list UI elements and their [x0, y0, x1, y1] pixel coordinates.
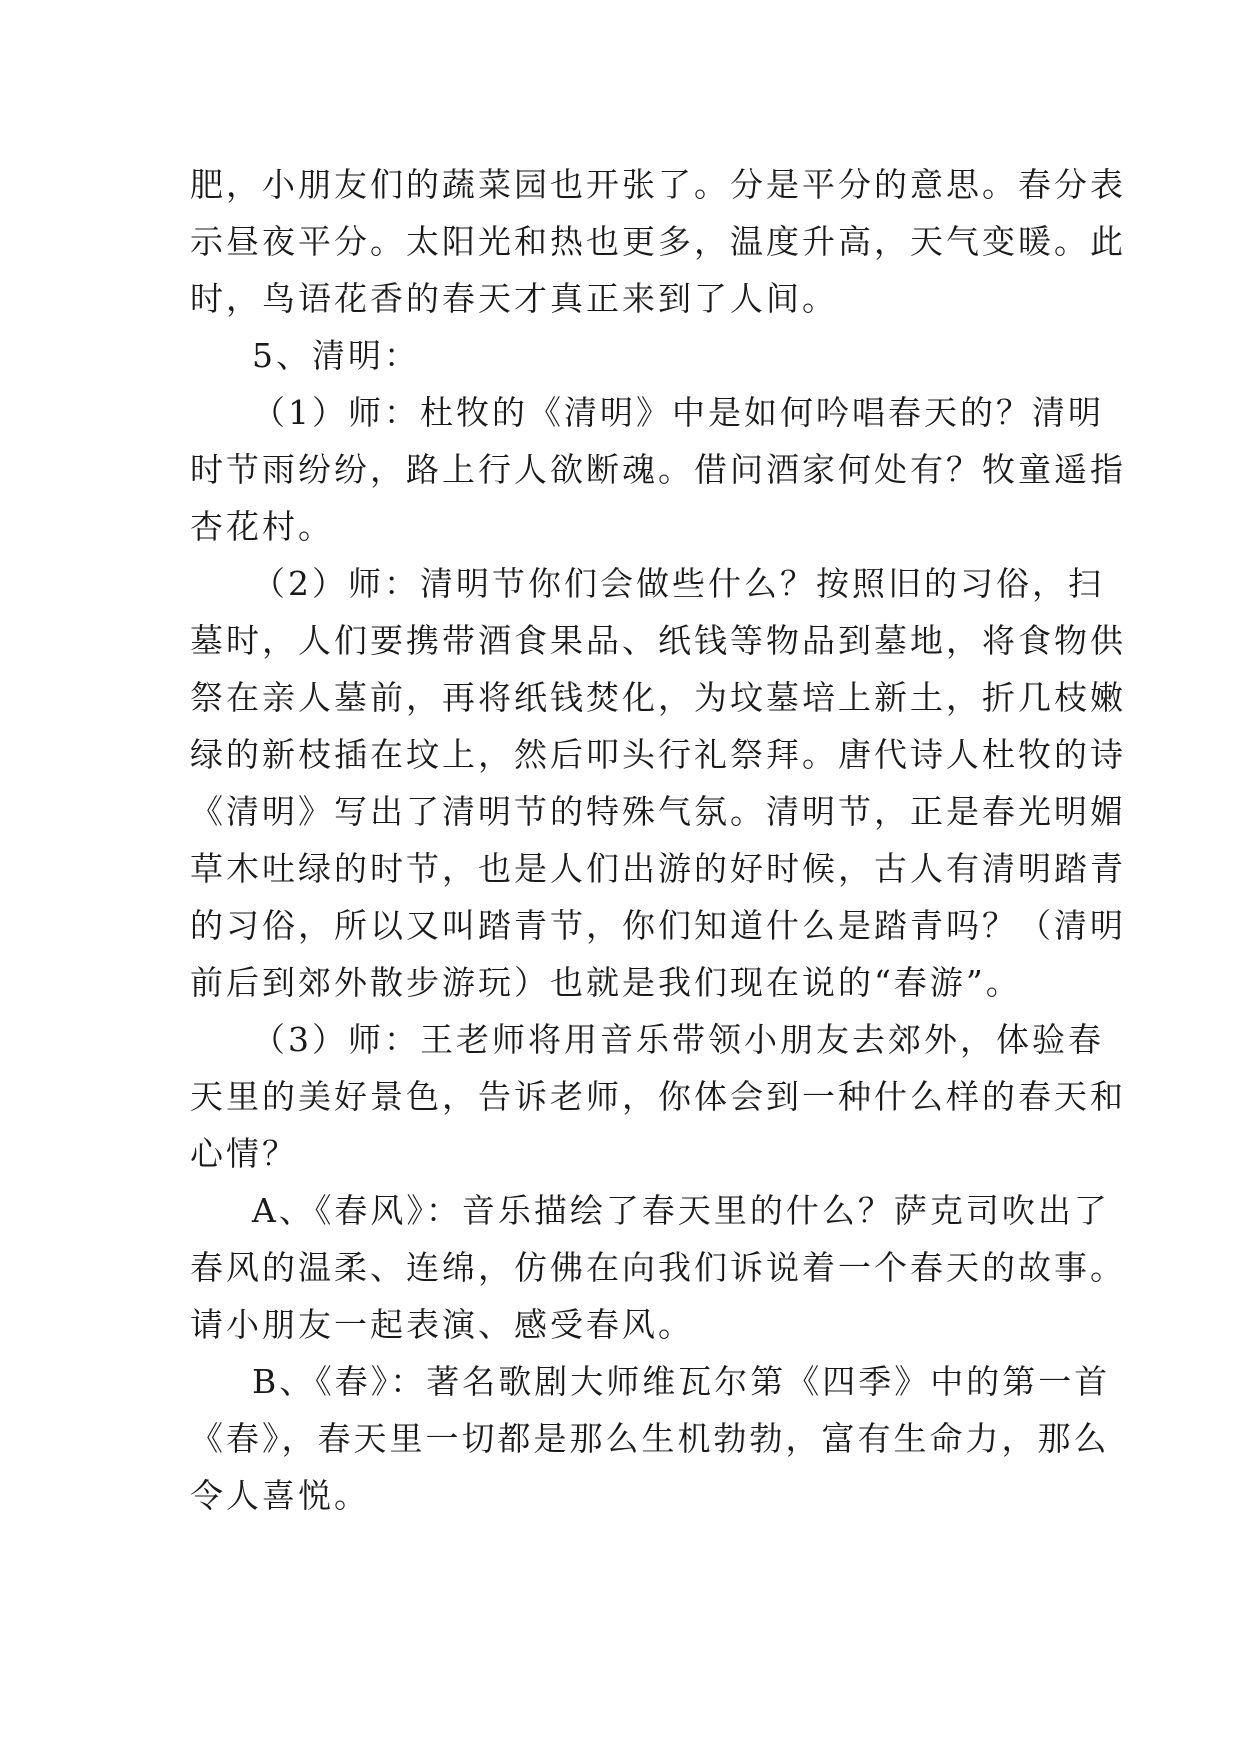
- section-heading: 5、清明：: [252, 336, 420, 375]
- text-line: A、《春风》：音乐描绘了春天里的什么？萨克司吹出了: [252, 1191, 1110, 1230]
- text-line: 天里的美好景色，告诉老师，你体会到一种什么样的春天和: [190, 1077, 1126, 1116]
- text-line: 《清明》写出了清明节的特殊气氛。清明节，正是春光明媚: [190, 792, 1126, 831]
- text-line: 时，鸟语花香的春天才真正来到了人间。: [190, 279, 838, 318]
- text-line: 草木吐绿的时节，也是人们出游的好时候，古人有清明踏青: [190, 849, 1126, 888]
- text-line: （2）师：清明节你们会做些什么？按照旧的习俗，扫: [252, 564, 1104, 603]
- text-line: 肥，小朋友们的蔬菜园也开张了。分是平分的意思。春分表: [190, 165, 1126, 204]
- text-line: 心情？: [190, 1134, 298, 1173]
- text-line: 绿的新枝插在坟上，然后叩头行礼祭拜。唐代诗人杜牧的诗: [190, 735, 1126, 774]
- text-line: 时节雨纷纷，路上行人欲断魂。借问酒家何处有？牧童遥指: [190, 450, 1126, 489]
- text-line: 示昼夜平分。太阳光和热也更多，温度升高，天气变暖。此: [190, 222, 1126, 261]
- text-line: 令人喜悦。: [190, 1476, 370, 1515]
- text-line: B、《春》：著名歌剧大师维瓦尔第《四季》中的第一首: [252, 1362, 1111, 1401]
- text-line: 墓时，人们要携带酒食果品、纸钱等物品到墓地，将食物供: [190, 621, 1126, 660]
- text-line: 春风的温柔、连绵，仿佛在向我们诉说着一个春天的故事。: [190, 1248, 1126, 1287]
- text-line: 祭在亲人墓前，再将纸钱焚化，为坟墓培上新土，折几枝嫩: [190, 678, 1126, 717]
- text-line: 前后到郊外散步游玩）也就是我们现在说的“春游”。: [190, 963, 1022, 1002]
- text-line: （3）师：王老师将用音乐带领小朋友去郊外，体验春: [252, 1020, 1104, 1059]
- text-line: 《春》，春天里一切都是那么生机勃勃，富有生命力，那么: [190, 1419, 1110, 1458]
- text-line: 杏花村。: [190, 507, 334, 546]
- text-line: 的习俗，所以又叫踏青节，你们知道什么是踏青吗？（清明: [190, 906, 1126, 945]
- text-line: 请小朋友一起表演、感受春风。: [190, 1305, 694, 1344]
- text-line: （1）师：杜牧的《清明》中是如何吟唱春天的？清明: [252, 393, 1104, 432]
